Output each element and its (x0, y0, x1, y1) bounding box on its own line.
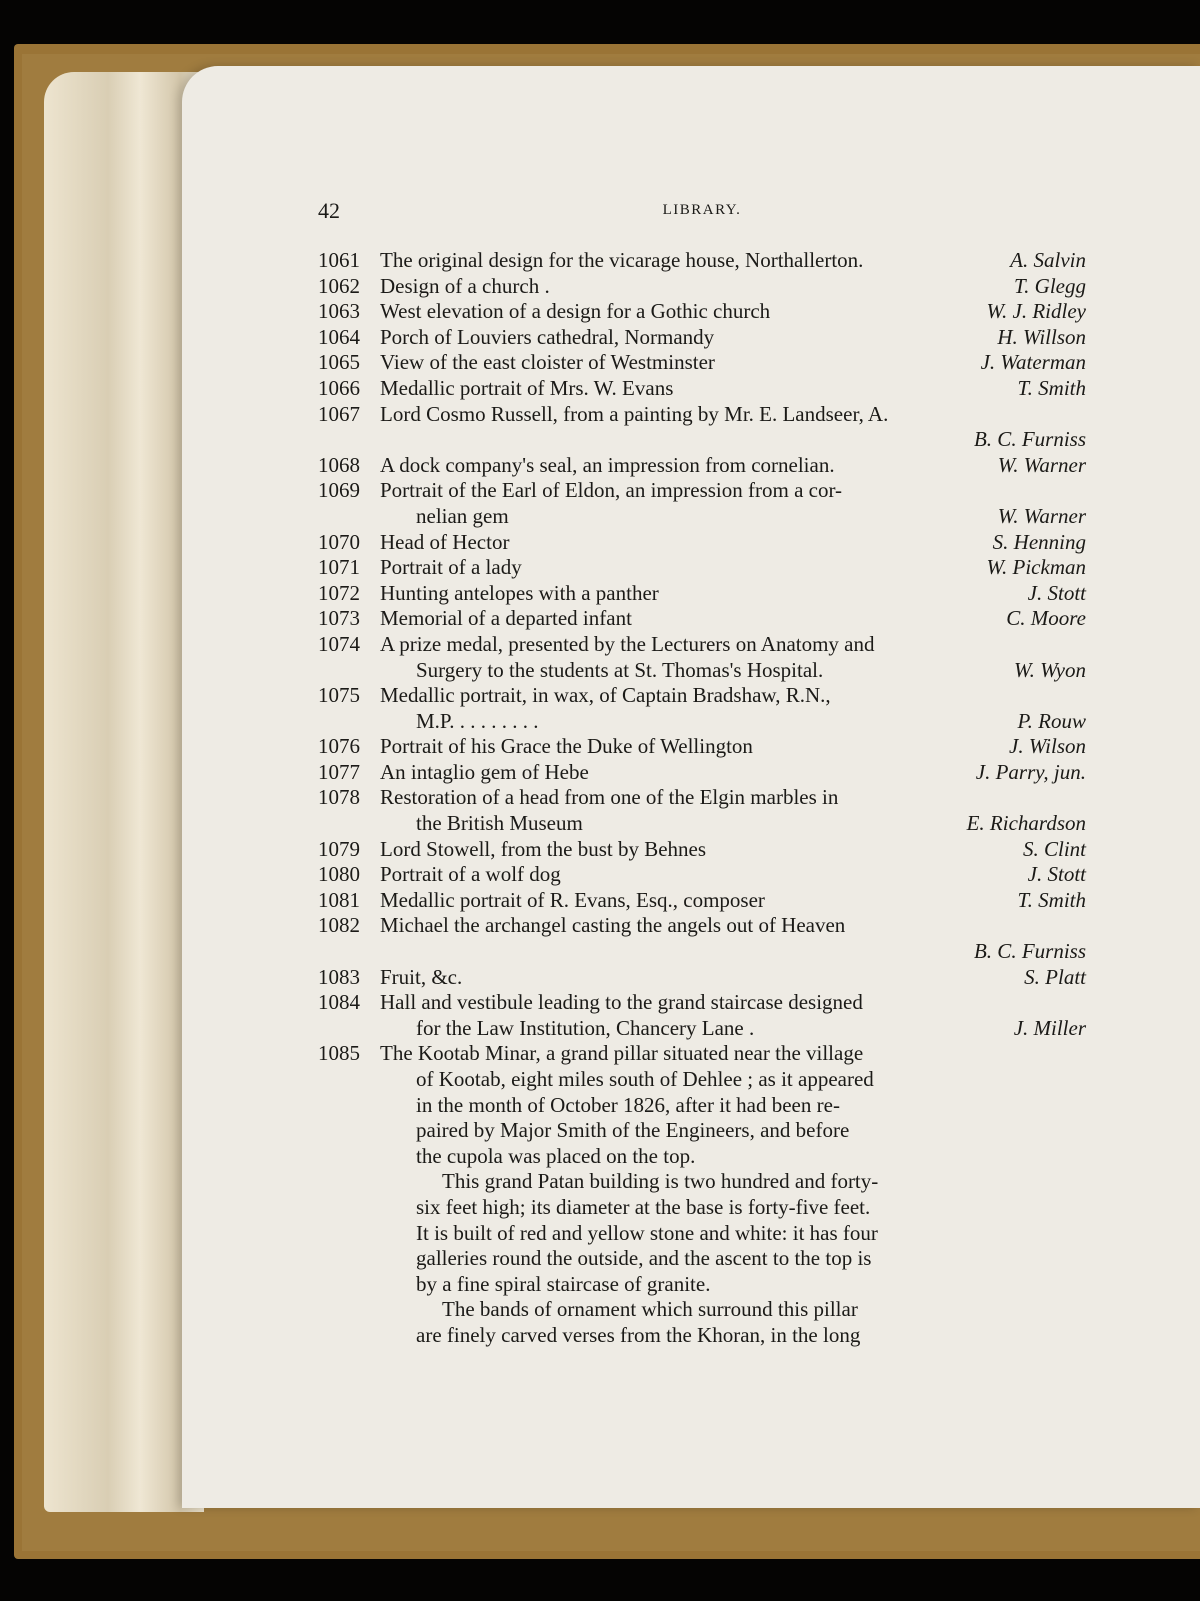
entry-title: This grand Patan building is two hundred and forty- (442, 1169, 879, 1194)
entry-artist: C. Moore (1006, 606, 1086, 631)
page-number: 42 (318, 198, 340, 223)
entry-artist: T. Smith (1017, 887, 1086, 912)
entry-title: Medallic portrait of Mrs. W. Evans (380, 375, 674, 400)
entry-artist: P. Rouw (1017, 708, 1086, 733)
entry-artist: B. C. Furniss (973, 427, 1086, 452)
catalogue-line (318, 1016, 1086, 1042)
catalogue-line (318, 785, 1086, 811)
entry-number: 1062 (318, 273, 360, 298)
catalogue-line (318, 1297, 1086, 1323)
entry-number: 1081 (318, 887, 360, 912)
catalogue-line (318, 1093, 1086, 1119)
entry-title: Michael the archangel casting the angels out of Heaven (380, 913, 846, 938)
entry-number: 1078 (318, 785, 360, 810)
entry-artist: B. C. Furniss (973, 939, 1086, 964)
catalogue-line (318, 632, 1086, 658)
catalogue-line (318, 274, 1086, 300)
entry-title: six feet high; its diameter at the base is forty-five feet. (416, 1194, 871, 1219)
entry-number: 1067 (318, 401, 360, 426)
entry-title: A prize medal, presented by the Lecturers on Anatomy and (380, 631, 875, 656)
entry-number: 1069 (318, 478, 360, 503)
catalogue-line (318, 862, 1086, 888)
catalogue-line (318, 555, 1086, 581)
entry-artist: W. Pickman (986, 555, 1086, 580)
entry-number: 1066 (318, 375, 360, 400)
entry-title: West elevation of a design for a Gothic church (380, 299, 771, 324)
entry-title: Portrait of a wolf dog (380, 862, 561, 887)
catalogue-line (318, 530, 1086, 556)
entry-title: Restoration of a head from one of the Elgin marbles in (380, 785, 839, 810)
entry-title: Lord Stowell, from the bust by Behnes (380, 836, 707, 861)
catalogue-line (318, 1041, 1086, 1067)
entry-number: 1076 (318, 734, 360, 759)
entry-title: paired by Major Smith of the Engineers, and before (416, 1118, 850, 1143)
entry-title: the British Museum (416, 811, 583, 836)
page-edges (44, 72, 204, 1512)
entry-number: 1077 (318, 759, 360, 784)
entry-title: Lord Cosmo Russell, from a painting by Mr. E. Landseer, A. (380, 401, 889, 426)
entry-title: Medallic portrait of R. Evans, Esq., composer (380, 887, 765, 912)
entry-artist: J. Wilson (1009, 734, 1086, 759)
entry-title: Medallic portrait, in wax, of Captain Bradshaw, R.N., (380, 683, 831, 708)
catalogue-line (318, 837, 1086, 863)
catalogue-line (318, 402, 1086, 428)
entry-title: Head of Hector (380, 529, 510, 554)
entry-title: Design of a church . (380, 273, 550, 298)
catalogue-line (318, 1067, 1086, 1093)
entry-artist: T. Glegg (1014, 273, 1086, 298)
entry-number: 1068 (318, 452, 360, 477)
entry-artist: S. Platt (1024, 964, 1086, 989)
entry-number: 1063 (318, 299, 360, 324)
catalogue-line (318, 1272, 1086, 1298)
catalogue-line (318, 760, 1086, 786)
entry-artist: W. Warner (997, 452, 1086, 477)
entry-title: by a fine spiral staircase of granite. (416, 1271, 711, 1296)
catalogue-line (318, 939, 1086, 965)
entry-artist: J. Miller (1013, 1015, 1086, 1040)
catalogue-line (318, 709, 1086, 735)
catalogue-line (318, 478, 1086, 504)
catalogue-line (318, 350, 1086, 376)
entry-number: 1074 (318, 631, 360, 656)
entry-title: It is built of red and yellow stone and white: it has four (416, 1220, 878, 1245)
catalogue-line (318, 299, 1086, 325)
catalogue-line (318, 1246, 1086, 1272)
entry-number: 1073 (318, 606, 360, 631)
catalogue-line (318, 734, 1086, 760)
entry-title: Memorial of a departed infant (380, 606, 632, 631)
entry-title: Hunting antelopes with a panther (380, 580, 659, 605)
entry-artist: J. Stott (1027, 862, 1086, 887)
entry-artist: S. Henning (992, 529, 1086, 554)
catalogue-line (318, 1169, 1086, 1195)
entry-artist: J. Stott (1027, 580, 1086, 605)
catalogue-line (318, 325, 1086, 351)
catalogue-line (318, 1221, 1086, 1247)
catalogue-line (318, 1144, 1086, 1170)
entry-title: The Kootab Minar, a grand pillar situated near the village (380, 1041, 864, 1066)
entry-artist: T. Smith (1017, 375, 1086, 400)
catalogue-line (318, 1195, 1086, 1221)
catalogue-line (318, 248, 1086, 274)
entry-number: 1075 (318, 683, 360, 708)
entry-artist: A. Salvin (1010, 248, 1086, 272)
page-header (318, 198, 1086, 228)
catalogue-line (318, 1323, 1086, 1349)
entry-title: Porch of Louviers cathedral, Normandy (380, 324, 715, 349)
entry-title: Portrait of his Grace the Duke of Wellington (380, 734, 753, 759)
entry-number: 1085 (318, 1041, 360, 1066)
entry-title: in the month of October 1826, after it had been re- (416, 1092, 840, 1117)
entry-title: M.P. . . . . . . . . (416, 708, 539, 733)
entry-number: 1080 (318, 862, 360, 887)
entry-artist: W. Warner (997, 503, 1086, 528)
entry-number: 1082 (318, 913, 360, 938)
entry-title: of Kootab, eight miles south of Dehlee ; as it appeared (416, 1067, 874, 1091)
entry-title: Surgery to the students at St. Thomas's Hospital. (416, 657, 824, 682)
entry-number: 1070 (318, 529, 360, 554)
entry-number: 1064 (318, 324, 360, 349)
entry-number: 1072 (318, 580, 360, 605)
catalogue-line (318, 606, 1086, 632)
entry-title: galleries round the outside, and the ascent to the top is (416, 1246, 872, 1271)
entry-artist: W. Wyon (1014, 657, 1086, 682)
catalogue-line (318, 683, 1086, 709)
entry-number: 1071 (318, 555, 360, 580)
catalogue-line (318, 1118, 1086, 1144)
catalogue-line (318, 658, 1086, 684)
entry-title: View of the east cloister of Westminster (380, 350, 715, 375)
catalogue-line (318, 504, 1086, 530)
running-head: LIBRARY. (662, 202, 742, 218)
entry-artist: E. Richardson (966, 811, 1086, 836)
entry-number: 1079 (318, 836, 360, 861)
entry-artist: J. Waterman (980, 350, 1086, 375)
entry-number: 1061 (318, 248, 360, 272)
entry-number: 1065 (318, 350, 360, 375)
catalogue-line (318, 965, 1086, 991)
entry-title: for the Law Institution, Chancery Lane . (416, 1015, 755, 1040)
entry-title: A dock company's seal, an impression from cornelian. (380, 452, 835, 477)
entry-artist: H. Willson (997, 324, 1086, 349)
catalogue-line (318, 581, 1086, 607)
entry-title: Fruit, &c. (380, 964, 463, 989)
entry-title: the cupola was placed on the top. (416, 1143, 696, 1168)
catalogue-line (318, 453, 1086, 479)
entry-number: 1083 (318, 964, 360, 989)
entry-title: nelian gem (416, 503, 509, 528)
catalogue-line (318, 990, 1086, 1016)
entry-title: An intaglio gem of Hebe (380, 759, 589, 784)
entry-title: Portrait of the Earl of Eldon, an impression from a cor- (380, 478, 843, 503)
entry-title: are finely carved verses from the Khoran, in the long (416, 1322, 861, 1347)
entry-title: The bands of ornament which surround this pillar (442, 1297, 858, 1322)
entry-title: Hall and vestibule leading to the grand staircase designed (380, 990, 863, 1015)
catalogue-line (318, 427, 1086, 453)
catalogue-entries (318, 248, 1086, 1349)
entry-number: 1084 (318, 990, 360, 1015)
entry-artist: W. J. Ridley (986, 299, 1086, 324)
entry-artist: J. Parry, jun. (975, 759, 1086, 784)
entry-artist: S. Clint (1022, 836, 1086, 861)
catalogue-line (318, 913, 1086, 939)
catalogue-line (318, 888, 1086, 914)
entry-title: The original design for the vicarage house, Northallerton. (380, 248, 864, 272)
catalogue-line (318, 811, 1086, 837)
catalogue-line (318, 376, 1086, 402)
entry-title: Portrait of a lady (380, 555, 522, 580)
